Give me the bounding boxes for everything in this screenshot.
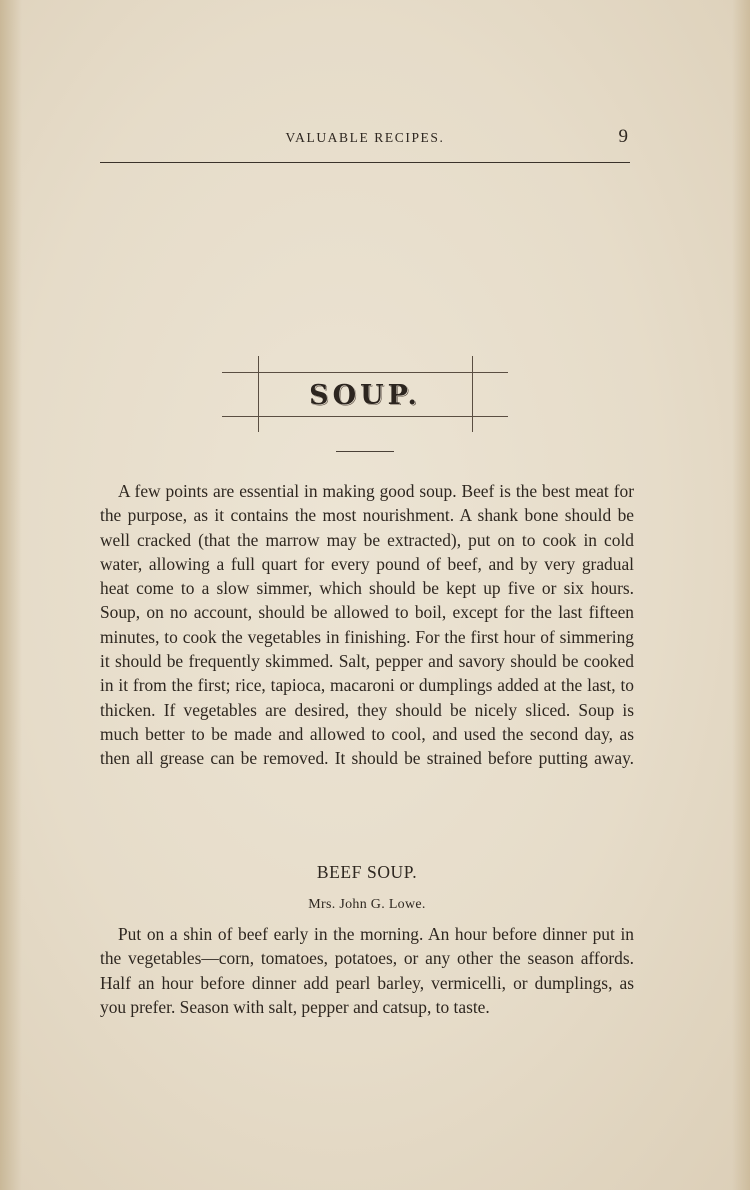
header-rule bbox=[100, 162, 630, 163]
section-title: SOUP. bbox=[309, 380, 421, 411]
recipe-text: Put on a shin of beef early in the morning. An hour before dinner put in the vegetables—corn, tomatoes, potatoes, or any other the season affords. Half an hour before dinner add pearl barley, vermicelli, or dumplings, as you prefer. Season with salt, pepper and catsup, to taste. bbox=[100, 924, 634, 1017]
recipe-paragraph bbox=[100, 922, 634, 1019]
page-number: 9 bbox=[618, 126, 628, 147]
intro-paragraph bbox=[100, 479, 634, 771]
running-title: VALUABLE RECIPES. bbox=[285, 130, 445, 145]
intro-text: A few points are essential in making good soup. Beef is the best meat for the purpose, as it contains the most nourishment. A shank bone should be well cracked (that the marrow may be extracted), put on to cook in cold water, allowing a full quart for every pound of beef, and by very gradual heat come to a slow simmer, which should be kept up five or six hours. Soup, on no account, should be allowed to boil, except for the last fifteen minutes, to cook the vegetables in finishing. For the first hour of simmering it should be frequently skimmed. Salt, pepper and savory should be cooked in it from the first; rice, tapioca, macaroni or dumplings added at the last, to thicken. If vegetables are desired, they should be nicely sliced. Soup is much better to be made and allowed to cool, and used the second day, as then all grease can be removed. It should be strained before putting away. bbox=[100, 481, 634, 769]
section-title-frame bbox=[222, 356, 508, 432]
recipe-author: Mrs. John G. Lowe. bbox=[308, 897, 426, 912]
running-header bbox=[100, 124, 630, 152]
ornamental-rule bbox=[336, 451, 394, 452]
recipe-title: BEEF SOUP. bbox=[316, 862, 418, 882]
